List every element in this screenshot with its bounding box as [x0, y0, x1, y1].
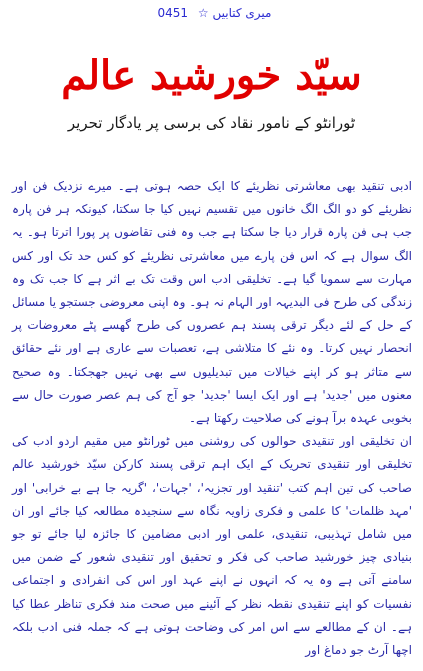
series-label: میری کتابیں — [212, 6, 272, 20]
page-header — [0, 6, 423, 20]
paragraph-2: ان تخلیقی اور تنقیدی حوالوں کی روشنی میں ٹورانٹو میں مقیم اردو ادب کی تخلیقی اور تنقیدی تحریک کے ایک اہم ترقی پسند کارکن سیّد خورشید عالم صاحب کی تین اہم کتب 'تنقید اور تجزیہ'، 'جہات'، 'گریہ جا ہے بے خرابی' اور 'مہد ظلمات' کا علمی و فکری زاویہ نگاہ سے سنجیدہ مطالعہ کیا جائے اور ان میں شامل تہذیبی، تنقیدی، علمی اور ادبی مضامین کا جائزہ لیا جائے تو جو بنیادی چیز خورشید صاحب کی فکر و تحقیق اور تنقیدی شعور کے ضمن میں سامنے آتی ہے وہ یہ کہ انہوں نے اپنے عہد اور اس کی انفرادی و اجتماعی نفسیات کو اپنے تنقیدی نقطہ نظر کے آئینے میں صحت مند فکری تناظر عطا کیا ہے۔ ان کے مطالعے سے اس امر کی وضاحت ہوتی ہے کہ جملہ فنی ادب بلکہ اچھا آرٹ جو دماغ اور — [12, 434, 412, 658]
paragraph-1: ادبی تنقید بھی معاشرتی نظریئے کا ایک حصہ ہوتی ہے۔ میرے نزدیک فن اور نظریئے کو دو الگ الگ خانوں میں تقسیم نہیں کیا جا سکتا، کیونکہ ہر فن پارہ جب ہی فن پارہ قرار دیا جا سکتا ہے جب وہ فنی تقاضوں پر پورا اترتا ہو۔ یہ الگ سوال ہے کہ اس فن پارے میں معاشرتی نظریئے کو کس حد تک اور کس مہارت سے سمویا گیا ہے۔ تخلیقی ادب اس وقت تک بے اثر ہے کا جب تک وہ زندگی کی طرح فی البدیہہ اور الہام نہ ہو۔ وہ اپنی معروضی جستجو یا مسائل کے حل کے لئے دیگر ترقی پسند ہم عصروں کی طرح گھسے پٹے معروضات پر انحصار نہیں کرتا۔ وہ نئے کا متلاشی ہے، تعصبات سے عاری ہے اور نئے حقائق سے متاثر ہو کر اپنے خیالات میں تبدیلیوں سے بھی نہیں جھجکتا۔ وہ صحیح معنوں میں 'جدید' ہے اور ایک ایسا 'جدید' جو آج کی ہم عصر صورت حال سے بخوبی عہدہ برآ ہونے کی صلاحیت رکھتا ہے۔ — [12, 179, 412, 426]
article-body — [12, 175, 412, 662]
article-subtitle: ٹورانٹو کے نامور نقاد کی برسی پر یادگار تحریر — [67, 114, 356, 132]
article-title: سیّد خورشید عالم — [61, 52, 362, 99]
star-icon: ☆ — [197, 6, 209, 20]
book-number: 0451 — [157, 6, 189, 20]
